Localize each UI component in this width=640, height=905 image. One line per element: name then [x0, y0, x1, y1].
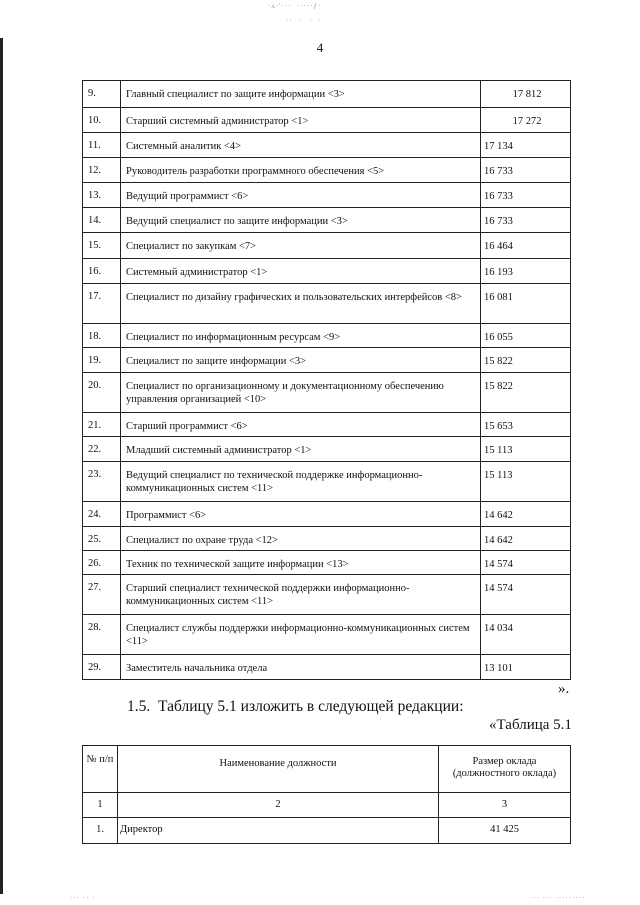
row-salary: 17 134 — [481, 133, 571, 158]
table-row — [83, 233, 571, 259]
row-name: Ведущий программист <6> — [121, 183, 481, 208]
table-row — [83, 551, 571, 575]
row-salary: 16 733 — [481, 158, 571, 183]
row-name: Старший программист <6> — [121, 413, 481, 437]
table-row — [83, 655, 571, 680]
row-salary: 16 081 — [481, 284, 571, 324]
scan-artifact-bottom: ··· ·· · — [70, 894, 96, 902]
row-salary: 14 574 — [481, 575, 571, 615]
closing-quote: ». — [558, 681, 570, 697]
row-num: 20. — [83, 373, 121, 413]
table-row — [83, 615, 571, 655]
table-row — [83, 575, 571, 615]
row-name: Специалист по дизайну графических и пользовательских интерфейсов <8> — [121, 284, 481, 324]
row-num: 14. — [83, 208, 121, 233]
row-num: 22. — [83, 437, 121, 462]
row-name: Специалист по информационным ресурсам <9> — [121, 324, 481, 348]
row-salary: 15 822 — [481, 348, 571, 373]
row-name: Главный специалист по защите информации <3> — [121, 81, 481, 108]
page-number: 4 — [316, 40, 324, 55]
row-num: 29. — [83, 655, 121, 680]
col-num-3: 3 — [439, 793, 571, 818]
row-num: 28. — [83, 615, 121, 655]
table-row — [83, 183, 571, 208]
scan-artifact-top-2: ·· · · · — [286, 16, 322, 24]
row-salary: 14 574 — [481, 551, 571, 575]
scan-artifact-top: ·ʌ·'··· ·····ƒ· — [268, 2, 322, 10]
table-5-1 — [82, 745, 571, 844]
table-row — [83, 462, 571, 502]
item-text: 1.5. Таблицу 5.1 изложить в следующей редакции: — [127, 698, 464, 715]
row-name: Руководитель разработки программного обеспечения <5> — [121, 158, 481, 183]
row-salary: 41 425 — [439, 818, 571, 844]
table-row — [83, 284, 571, 324]
row-num: 17. — [83, 284, 121, 324]
row-num: 10. — [83, 108, 121, 133]
table-row — [83, 437, 571, 462]
row-salary: 15 653 — [481, 413, 571, 437]
row-name: Специалист по защите информации <3> — [121, 348, 481, 373]
header-salary: Размер оклада (должностного оклада) — [439, 746, 571, 793]
row-num: 24. — [83, 502, 121, 527]
row-num: 19. — [83, 348, 121, 373]
row-salary: 15 113 — [481, 437, 571, 462]
table-row — [83, 259, 571, 284]
table-row — [83, 413, 571, 437]
table-row — [83, 348, 571, 373]
row-salary: 16 464 — [481, 233, 571, 259]
table-row — [83, 527, 571, 551]
row-name: Заместитель начальника отдела — [121, 655, 481, 680]
row-name: Программист <6> — [121, 502, 481, 527]
row-name: Системный администратор <1> — [121, 259, 481, 284]
row-num: 25. — [83, 527, 121, 551]
row-salary: 16 193 — [481, 259, 571, 284]
row-num: 11. — [83, 133, 121, 158]
row-num: 1. — [83, 818, 118, 844]
col-num-1: 1 — [83, 793, 118, 818]
header-name: Наименование должности — [118, 746, 439, 793]
row-name: Техник по технической защите информации <13> — [121, 551, 481, 575]
row-num: 21. — [83, 413, 121, 437]
row-num: 9. — [83, 81, 121, 108]
row-num: 18. — [83, 324, 121, 348]
row-salary: 15 822 — [481, 373, 571, 413]
table-row — [83, 81, 571, 108]
table-row — [83, 208, 571, 233]
row-salary: 15 113 — [481, 462, 571, 502]
row-name: Старший системный администратор <1> — [121, 108, 481, 133]
table-row — [83, 502, 571, 527]
row-name: Специалист по организационному и документационному обеспечению управления организацией <10> — [121, 373, 481, 413]
row-salary: 16 733 — [481, 183, 571, 208]
row-salary: 17 272 — [481, 108, 571, 133]
header-num: № п/п — [83, 746, 118, 793]
row-name: Специалист по закупкам <7> — [121, 233, 481, 259]
row-salary: 17 812 — [481, 81, 571, 108]
table-row — [83, 324, 571, 348]
row-name: Системный аналитик <4> — [121, 133, 481, 158]
row-name: Специалист по охране труда <12> — [121, 527, 481, 551]
salary-table-continued — [82, 80, 571, 680]
row-name: Ведущий специалист по защите информации <3> — [121, 208, 481, 233]
row-salary: 16 055 — [481, 324, 571, 348]
row-num: 26. — [83, 551, 121, 575]
col-num-2: 2 — [118, 793, 439, 818]
row-name: Директор — [118, 818, 439, 844]
row-num: 13. — [83, 183, 121, 208]
table-5-1-header-row — [83, 746, 571, 793]
scan-edge-bar — [0, 38, 3, 894]
scan-artifact-bottom-2: ··· ··· ········· — [530, 894, 586, 902]
table-row — [83, 133, 571, 158]
table-row — [83, 373, 571, 413]
row-salary: 14 034 — [481, 615, 571, 655]
row-name: Старший специалист технической поддержки информационно-коммуникационных систем <11> — [121, 575, 481, 615]
row-num: 23. — [83, 462, 121, 502]
table-row — [83, 818, 571, 844]
table-row — [83, 158, 571, 183]
row-salary: 13 101 — [481, 655, 571, 680]
table-5-1-colnum-row — [83, 793, 571, 818]
table-row — [83, 108, 571, 133]
row-salary: 16 733 — [481, 208, 571, 233]
row-num: 15. — [83, 233, 121, 259]
row-num: 27. — [83, 575, 121, 615]
row-num: 16. — [83, 259, 121, 284]
row-salary: 14 642 — [481, 502, 571, 527]
row-name: Ведущий специалист по технической поддержке информационно-коммуникационных систем <11> — [121, 462, 481, 502]
row-salary: 14 642 — [481, 527, 571, 551]
table-caption: «Таблица 5.1 — [489, 717, 572, 733]
row-num: 12. — [83, 158, 121, 183]
row-name: Младший системный администратор <1> — [121, 437, 481, 462]
row-name: Специалист службы поддержки информационно-коммуникационных систем <11> — [121, 615, 481, 655]
